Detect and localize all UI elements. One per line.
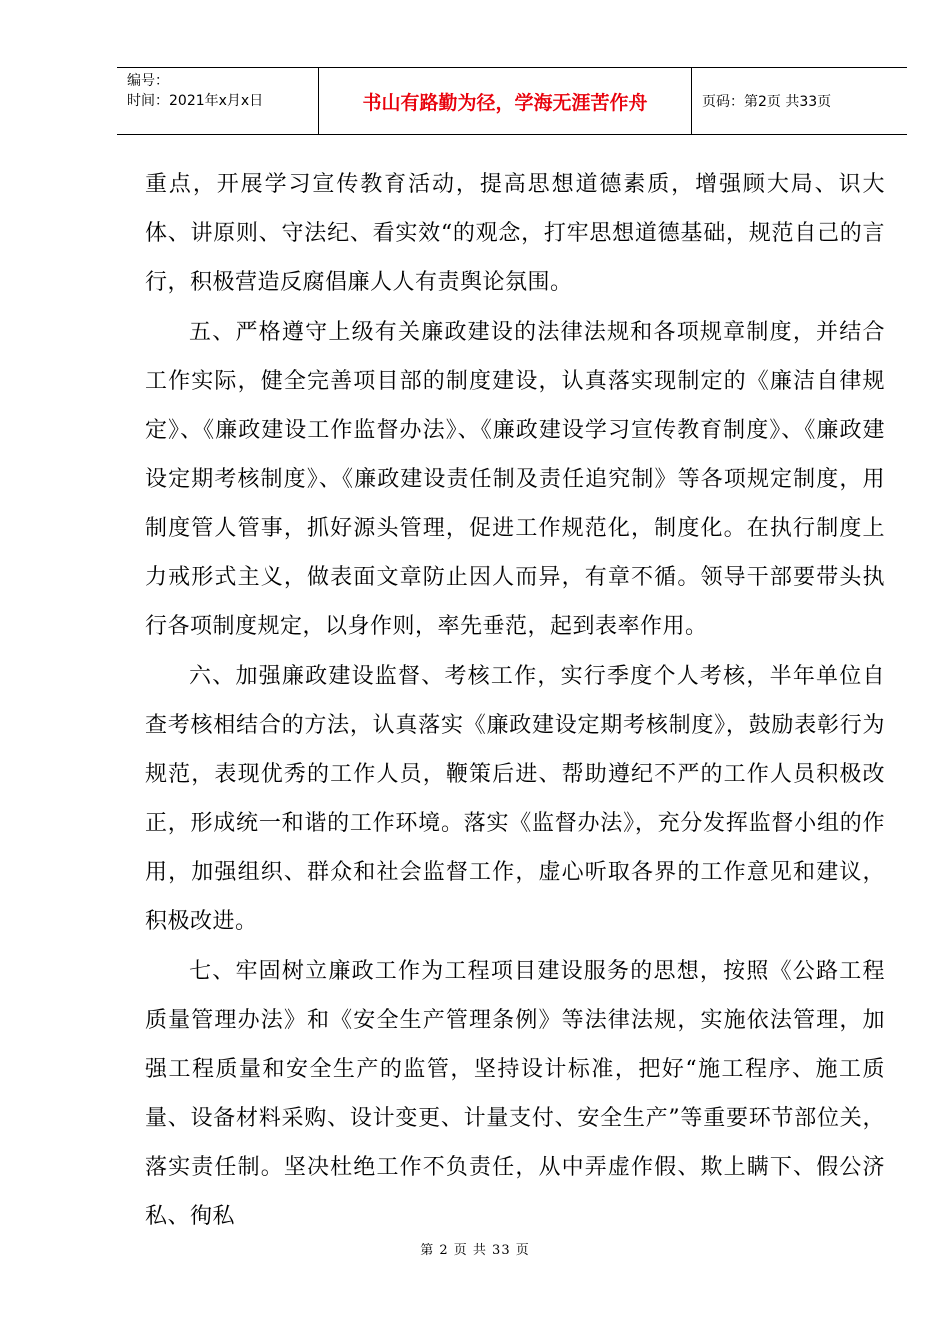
document-header <box>117 67 907 135</box>
document-body <box>145 160 885 1242</box>
paragraph-continued: 重点，开展学习宣传教育活动，提高思想道德素质，增强顾大局、识大体、讲原则、守法纪、看实效“的观念，打牢思想道德基础，规范自己的言行，积极营造反腐倡廉人人有责舆论氛围。 <box>145 172 885 295</box>
header-page-info: 页码：第2页 共33页 <box>702 94 832 110</box>
header-info-cell <box>117 68 319 134</box>
header-motto-cell <box>319 68 692 134</box>
header-motto: 书山有路勤为径，学海无涯苦作舟 <box>362 92 648 114</box>
paragraph-item-5: 五、严格遵守上级有关廉政建设的法律法规和各项规章制度，并结合工作实际，健全完善项目部的制度建设，认真落实现制定的《廉洁自律规定》、《廉政建设工作监督办法》、《廉政建设学习宣传教育制度》、《廉政建设定期考核制度》、《廉政建设责任制及责任追究制》等各项规定制度，用制度管人管事，抓好源头管理，促进工作规范化，制度化。在执行制度上力戒形式主义，做表面文章防止因人而异，有章不循。领导干部要带头执行各项制度规定，以身作则，率先垂范，起到表率作用。 <box>145 320 885 639</box>
paragraph-item-7: 七、牢固树立廉政工作为工程项目建设服务的思想，按照《公路工程质量管理办法》和《安全生产管理条例》等法律法规，实施依法管理，加强工程质量和安全生产的监管，坚持设计标准，把好“施工程序、施工质量、设备材料采购、设计变更、计量支付、安全生产”等重要环节部位关，落实责任制。坚决杜绝工作不负责任，从中弄虚作假、欺上瞒下、假公济私、徇私 <box>145 959 885 1229</box>
paragraph-item-6: 六、加强廉政建设监督、考核工作，实行季度个人考核，半年单位自查考核相结合的方法，认真落实《廉政建设定期考核制度》，鼓励表彰行为规范，表现优秀的工作人员，鞭策后进、帮助遵纪不严的工作人员积极改正，形成统一和谐的工作环境。落实《监督办法》，充分发挥监督小组的作用，加强组织、群众和社会监督工作，虚心听取各界的工作意见和建议，积极改进。 <box>145 664 885 934</box>
document-number-label: 编号： <box>127 73 169 89</box>
page-footer: 第 2 页 共 33 页 <box>420 1243 530 1258</box>
header-page-cell <box>692 68 907 134</box>
document-time-label: 时间：2021年x月x日 <box>127 93 264 109</box>
